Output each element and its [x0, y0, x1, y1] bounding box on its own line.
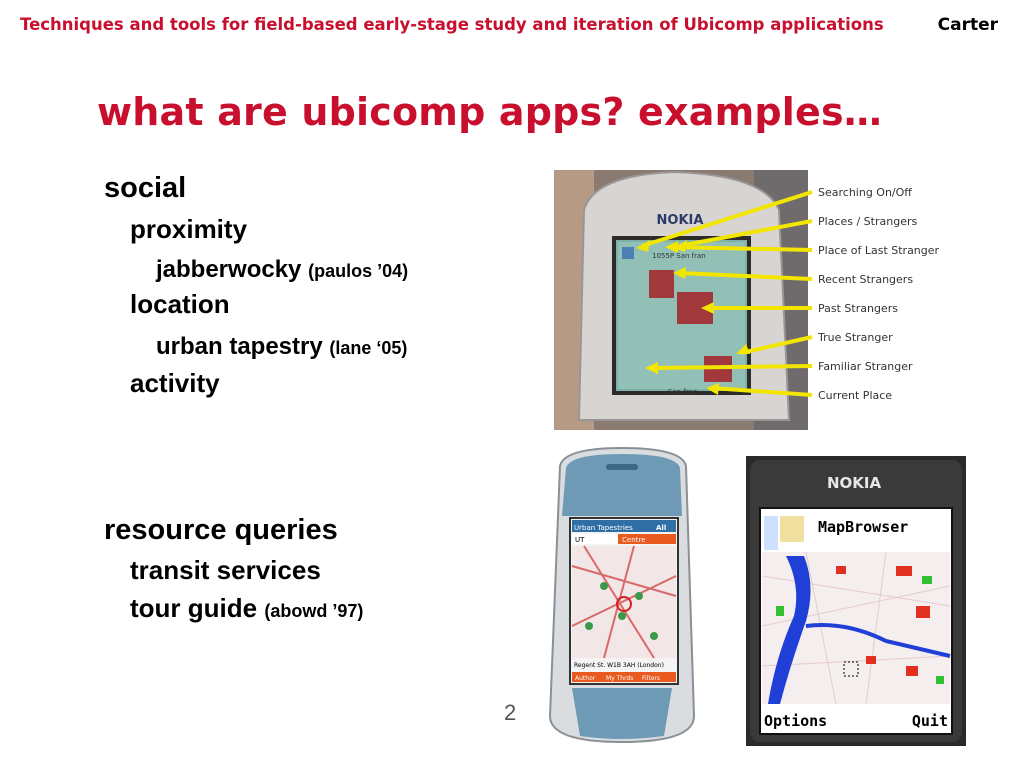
annotation-label: Searching On/Off — [818, 186, 912, 199]
bullet-resource-queries: resource queries — [104, 514, 338, 546]
annotation-label: Places / Strangers — [818, 215, 918, 228]
mapbrowser-title: MapBrowser — [818, 518, 909, 536]
ut-app-title: Urban Tapestries — [574, 524, 633, 532]
annotation-label: Place of Last Stranger — [818, 244, 940, 257]
mapbrowser-phone — [746, 456, 966, 746]
bullet-proximity: proximity — [130, 214, 248, 244]
ut-tab-right: Centre — [622, 536, 646, 544]
annotation-label: Past Strangers — [818, 302, 898, 315]
bullet-jabberwocky — [156, 256, 408, 284]
bullet-tour-guide — [130, 593, 363, 624]
ut-status: All — [656, 524, 667, 532]
mapbrowser-brand: NOKIA — [826, 474, 882, 492]
mapbrowser-figure — [746, 456, 966, 746]
bullet-urban-tapestry — [156, 333, 407, 361]
urban-tapestry-phone — [544, 446, 700, 746]
ut-tab-left: UT — [575, 536, 585, 544]
tour-guide-citation: (abowd ’97) — [264, 601, 364, 621]
bullet-transit-services: transit services — [130, 555, 321, 585]
slide-title: what are ubicomp apps? examples… — [97, 90, 882, 134]
jabberwocky-figure — [554, 170, 954, 430]
jabberwocky-screen-top: 1055P San fran — [652, 252, 706, 260]
annotation-label: Familiar Stranger — [818, 360, 913, 373]
ut-address: Regent St. W1B 3AH (London) — [574, 662, 664, 669]
bullet-activity: activity — [130, 368, 220, 398]
ut-button-threads: My Thrds — [606, 675, 634, 682]
softkey-quit: Quit — [911, 712, 948, 730]
bullet-social: social — [104, 172, 187, 204]
ut-button-author: Author — [575, 675, 596, 682]
bullet-location: location — [130, 289, 230, 319]
jabberwocky-citation: (paulos ’04) — [308, 261, 409, 281]
jabberwocky-label: jabberwocky — [156, 256, 302, 283]
tour-guide-label: tour guide — [130, 593, 258, 623]
header-author: Carter — [937, 15, 998, 35]
urban-tapestry-citation: (lane ‘05) — [329, 338, 408, 358]
header-title: Techniques and tools for field-based early-stage study and iteration of Ubicomp applications — [20, 15, 884, 34]
annotation-label: Current Place — [818, 389, 893, 402]
page-number: 2 — [504, 700, 517, 725]
urban-tapestry-figure — [544, 446, 700, 746]
annotation-label: Recent Strangers — [818, 273, 914, 286]
annotation-label: True Stranger — [818, 331, 893, 344]
softkey-options: Options — [764, 712, 828, 730]
jabberwocky-screen-bottom: San fran — [668, 388, 698, 396]
ut-button-filters: Filters — [642, 675, 660, 682]
jabberwocky-photo — [554, 170, 954, 430]
urban-tapestry-label: urban tapestry — [156, 333, 323, 360]
jabberwocky-brand: NOKIA — [656, 213, 704, 228]
